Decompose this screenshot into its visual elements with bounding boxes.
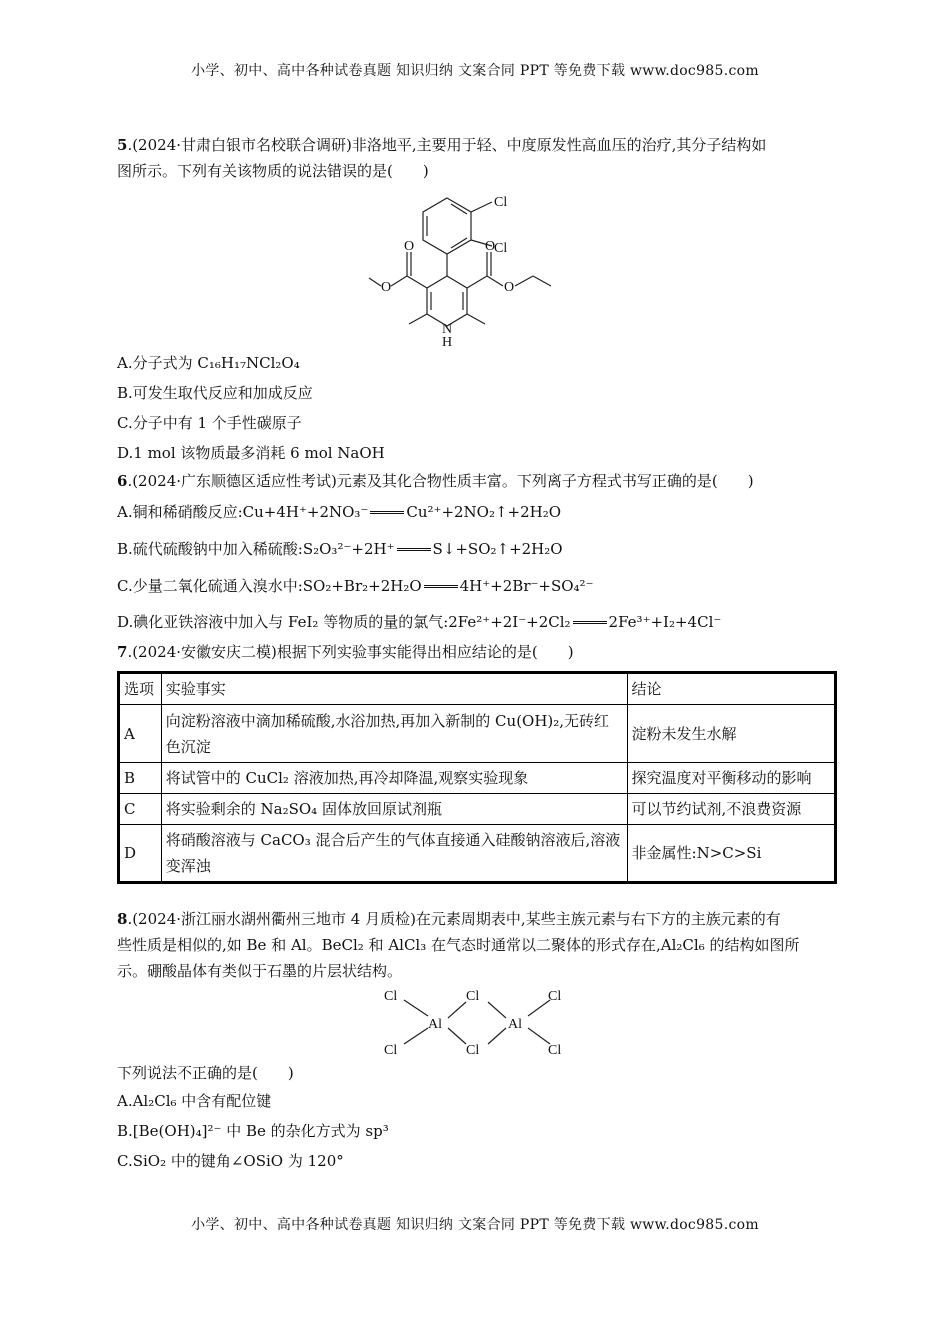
q5-option-c: C.分子中有 1 个手性碳原子 bbox=[117, 414, 302, 432]
q5-option-d: D.1 mol 该物质最多消耗 6 mol NaOH bbox=[117, 444, 385, 462]
page-footer: 小学、初中、高中各种试卷真题 知识归纳 文案合同 PPT 等免费下载 www.doc985.com bbox=[191, 1217, 759, 1233]
table-header-cell: 选项 bbox=[119, 673, 162, 705]
al2cl6-structure-svg bbox=[382, 986, 582, 1058]
felodipine-structure bbox=[117, 188, 837, 348]
o-label-4: O bbox=[504, 280, 515, 295]
q8-stem bbox=[117, 906, 837, 932]
q8-option-c: C.SiO₂ 中的键角∠OSiO 为 120° bbox=[117, 1152, 344, 1170]
q6-c-right: 4H⁺+2Br⁻+SO₄²⁻ bbox=[459, 577, 594, 595]
o-label-3: O bbox=[485, 239, 496, 254]
q6-option-b bbox=[117, 531, 837, 568]
cl-label: Cl bbox=[548, 1043, 562, 1058]
cl-label: Cl bbox=[548, 989, 562, 1004]
q6-d-right: 2Fe³⁺+I₂+4Cl⁻ bbox=[608, 613, 722, 631]
q6-a-left: A.铜和稀硝酸反应:Cu+4H⁺+2NO₃⁻ bbox=[117, 503, 369, 521]
table-cell: 将硝酸溶液与 CaCO₃ 混合后产生的气体直接通入硅酸钠溶液后,溶液变浑浊 bbox=[161, 825, 627, 883]
equals-sign bbox=[397, 548, 431, 553]
table-cell: D bbox=[119, 825, 162, 883]
h-label: H bbox=[442, 335, 453, 348]
o-label-2: O bbox=[381, 280, 392, 295]
table-cell: 淀粉未发生水解 bbox=[627, 705, 835, 763]
q6-number: 6 bbox=[117, 472, 128, 490]
q7-stem-text: .(2024·安徽安庆二模)根据下列实验事实能得出相应结论的是( ) bbox=[127, 643, 574, 661]
q7-number: 7 bbox=[117, 643, 128, 661]
equals-sign bbox=[573, 621, 607, 626]
q6-a-right: Cu²⁺+2NO₂↑+2H₂O bbox=[406, 503, 562, 521]
q6-b-left: B.硫代硫酸钠中加入稀硫酸:S₂O₃²⁻+2H⁺ bbox=[117, 540, 395, 558]
table-row bbox=[119, 705, 836, 763]
cl-label-2: Cl bbox=[494, 241, 508, 256]
o-label-1: O bbox=[404, 239, 415, 254]
equals-sign bbox=[370, 511, 404, 516]
table-header-row bbox=[119, 673, 836, 705]
q8-stem-line4: 下列说法不正确的是( ) bbox=[117, 1064, 294, 1082]
page-content bbox=[117, 132, 837, 1176]
table-cell: 非金属性:N>C>Si bbox=[627, 825, 835, 883]
al2cl6-structure bbox=[117, 986, 837, 1058]
table-cell: 将试管中的 CuCl₂ 溶液加热,再冷却降温,观察实验现象 bbox=[161, 763, 627, 794]
table-cell: A bbox=[119, 705, 162, 763]
q5-stem-line1: .(2024·甘肃白银市名校联合调研)非洛地平,主要用于轻、中度原发性高血压的治疗,其分子结构如 bbox=[127, 136, 767, 154]
table-cell: 可以节约试剂,不浪费资源 bbox=[627, 794, 835, 825]
cl-label: Cl bbox=[384, 1043, 398, 1058]
cl-label: Cl bbox=[384, 989, 398, 1004]
cl-label-1: Cl bbox=[494, 195, 508, 210]
table-header-cell: 实验事实 bbox=[161, 673, 627, 705]
table-header-cell: 结论 bbox=[627, 673, 835, 705]
table-cell: B bbox=[119, 763, 162, 794]
table-row bbox=[119, 825, 836, 883]
al-label: Al bbox=[428, 1017, 442, 1032]
table-cell: 探究温度对平衡移动的影响 bbox=[627, 763, 835, 794]
q8-option-b: B.[Be(OH)₄]²⁻ 中 Be 的杂化方式为 sp³ bbox=[117, 1122, 389, 1140]
q7-stem bbox=[117, 639, 837, 665]
table-cell: 向淀粉溶液中滴加稀硫酸,水浴加热,再加入新制的 Cu(OH)₂,无砖红色沉淀 bbox=[161, 705, 627, 763]
experiment-table bbox=[117, 671, 837, 884]
table-cell: C bbox=[119, 794, 162, 825]
q6-b-right: S↓+SO₂↑+2H₂O bbox=[432, 540, 563, 558]
table-row bbox=[119, 794, 836, 825]
table-cell: 将实验剩余的 Na₂SO₄ 固体放回原试剂瓶 bbox=[161, 794, 627, 825]
q8-stem-line2: 些性质是相似的,如 Be 和 Al。BeCl₂ 和 AlCl₃ 在气态时通常以二聚体的形式存在,Al₂Cl₆ 的结构如图所 bbox=[117, 936, 800, 954]
q8-stem-line1: .(2024·浙江丽水湖州衢州三地市 4 月质检)在元素周期表中,某些主族元素与右下方的主族元素的有 bbox=[127, 910, 781, 928]
table-row bbox=[119, 763, 836, 794]
q5-number: 5 bbox=[117, 136, 128, 154]
cl-label: Cl bbox=[466, 1043, 480, 1058]
felodipine-structure-svg bbox=[367, 188, 587, 348]
q5-stem bbox=[117, 132, 837, 158]
q6-option-d bbox=[117, 605, 837, 639]
q8-number: 8 bbox=[117, 910, 128, 928]
q5-option-a: A.分子式为 C₁₆H₁₇NCl₂O₄ bbox=[117, 354, 300, 372]
q6-d-left: D.碘化亚铁溶液中加入与 FeI₂ 等物质的量的氯气:2Fe²⁺+2I⁻+2Cl₂ bbox=[117, 613, 571, 631]
q6-option-c bbox=[117, 568, 837, 605]
q8-stem-line3: 示。硼酸晶体有类似于石墨的片层状结构。 bbox=[117, 962, 403, 980]
q6-option-a bbox=[117, 494, 837, 531]
q8-option-a: A.Al₂Cl₆ 中含有配位键 bbox=[117, 1092, 272, 1110]
al-label: Al bbox=[508, 1017, 522, 1032]
n-label: N bbox=[442, 322, 453, 337]
q6-c-left: C.少量二氧化硫通入溴水中:SO₂+Br₂+2H₂O bbox=[117, 577, 422, 595]
equals-sign bbox=[424, 585, 458, 590]
q5-option-b: B.可发生取代反应和加成反应 bbox=[117, 384, 313, 402]
page-header: 小学、初中、高中各种试卷真题 知识归纳 文案合同 PPT 等免费下载 www.doc985.com bbox=[191, 63, 759, 79]
cl-label: Cl bbox=[466, 989, 480, 1004]
q5-stem-line2: 图所示。下列有关该物质的说法错误的是( ) bbox=[117, 162, 429, 180]
q6-stem bbox=[117, 468, 837, 494]
q6-stem-text: .(2024·广东顺德区适应性考试)元素及其化合物性质丰富。下列离子方程式书写正确的是( ) bbox=[127, 472, 754, 490]
